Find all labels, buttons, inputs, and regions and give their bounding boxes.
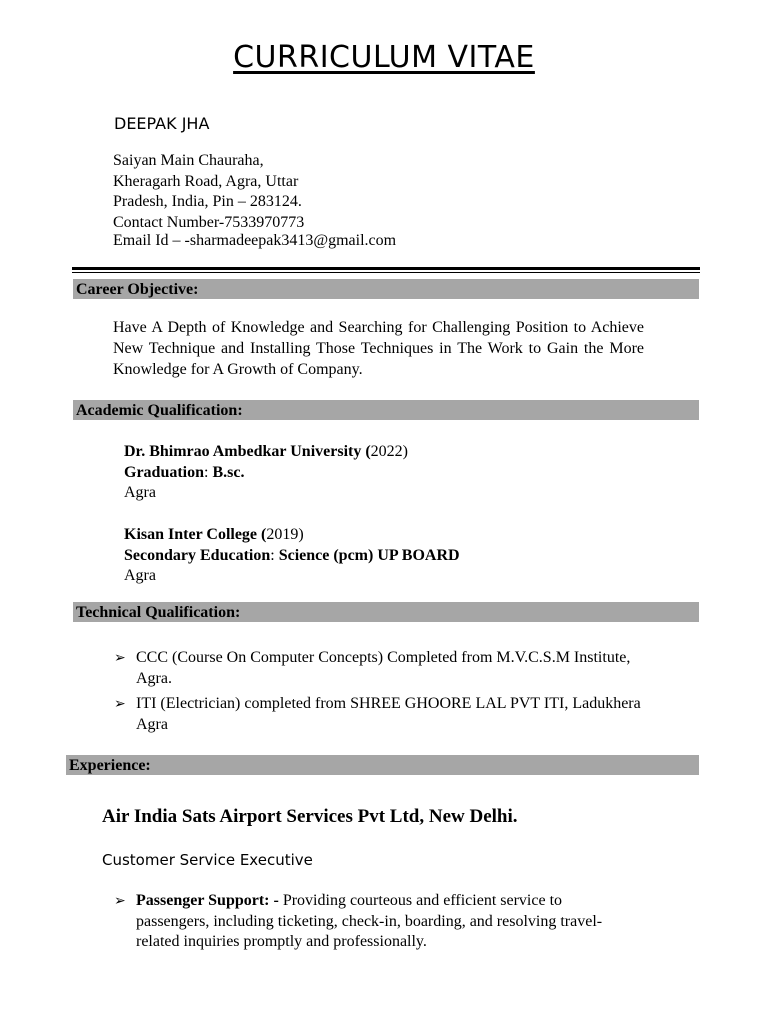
- list-item-text: ITI (Electrician) completed from SHREE GHOORE LAL PVT ITI, Ladukhera Agra: [136, 695, 641, 733]
- duties-list: [114, 891, 634, 958]
- section-heading: Technical Qualification:: [76, 604, 241, 621]
- duty-description: Providing courteous and efficient service to passengers, including ticketing, check-in, boarding, and resolving travel-related inquiries promptly and professionally.: [136, 892, 603, 950]
- header-divider-thin: [72, 272, 700, 273]
- qualification-level: Graduation: [124, 463, 205, 481]
- career-objective-text: Have A Depth of Knowledge and Searching for Challenging Position to Achieve New Technique and Installing Those Techniques in The Work to Gain the More Knowledge for A Growth of Company.: [113, 319, 644, 378]
- section-header-experience: [66, 755, 699, 775]
- candidate-name: DEEPAK JHA: [114, 114, 210, 133]
- arrow-bullet-icon: ➢: [114, 893, 126, 909]
- section-heading: Academic Qualification:: [76, 402, 243, 419]
- list-item: [114, 648, 644, 689]
- section-heading: Career Objective:: [76, 281, 199, 298]
- section-header-technical: [73, 602, 699, 622]
- contact-number: Contact Number-7533970773: [113, 213, 305, 231]
- address-line: Kheragarh Road, Agra, Uttar: [113, 172, 299, 190]
- passing-year: 2022): [370, 443, 408, 460]
- institution-location: Agra: [124, 567, 156, 584]
- address-line: Pradesh, India, Pin – 283124.: [113, 193, 302, 210]
- course-name: B.sc.: [212, 463, 245, 481]
- arrow-bullet-icon: ➢: [114, 696, 126, 712]
- qualification-level: Secondary Education: [124, 546, 271, 564]
- header-divider-thick: [72, 267, 700, 270]
- institution-name: Kisan Inter College (: [124, 526, 267, 543]
- document-title: CURRICULUM VITAE: [233, 40, 535, 75]
- section-header-career-objective: [73, 279, 699, 299]
- section-heading: Experience:: [69, 757, 151, 774]
- list-item-text: CCC (Course On Computer Concepts) Completed from M.V.C.S.M Institute, Agra.: [136, 649, 631, 687]
- email-line: Email Id – -sharmadeepak3413@gmail.com: [113, 231, 397, 249]
- technical-list: [114, 648, 644, 740]
- list-item: [114, 694, 644, 735]
- address-line: Saiyan Main Chauraha,: [113, 152, 264, 169]
- arrow-bullet-icon: ➢: [114, 650, 126, 666]
- academic-entry: [124, 442, 408, 504]
- passing-year: 2019): [266, 526, 304, 543]
- course-name: Science (pcm) UP BOARD: [278, 546, 460, 564]
- academic-entry: [124, 525, 460, 587]
- separator: :: [204, 463, 213, 481]
- list-item: [114, 891, 634, 953]
- section-header-academic: [73, 400, 699, 420]
- separator: :: [270, 546, 279, 564]
- institution-location: Agra: [124, 484, 156, 501]
- job-role: Customer Service Executive: [102, 851, 313, 869]
- institution-name: Dr. Bhimrao Ambedkar University (: [124, 443, 371, 460]
- duty-label: Passenger Support: -: [136, 892, 279, 909]
- duty-text: [136, 891, 634, 953]
- company-name: Air India Sats Airport Services Pvt Ltd, New Delhi.: [102, 806, 518, 827]
- contact-block: [113, 151, 396, 249]
